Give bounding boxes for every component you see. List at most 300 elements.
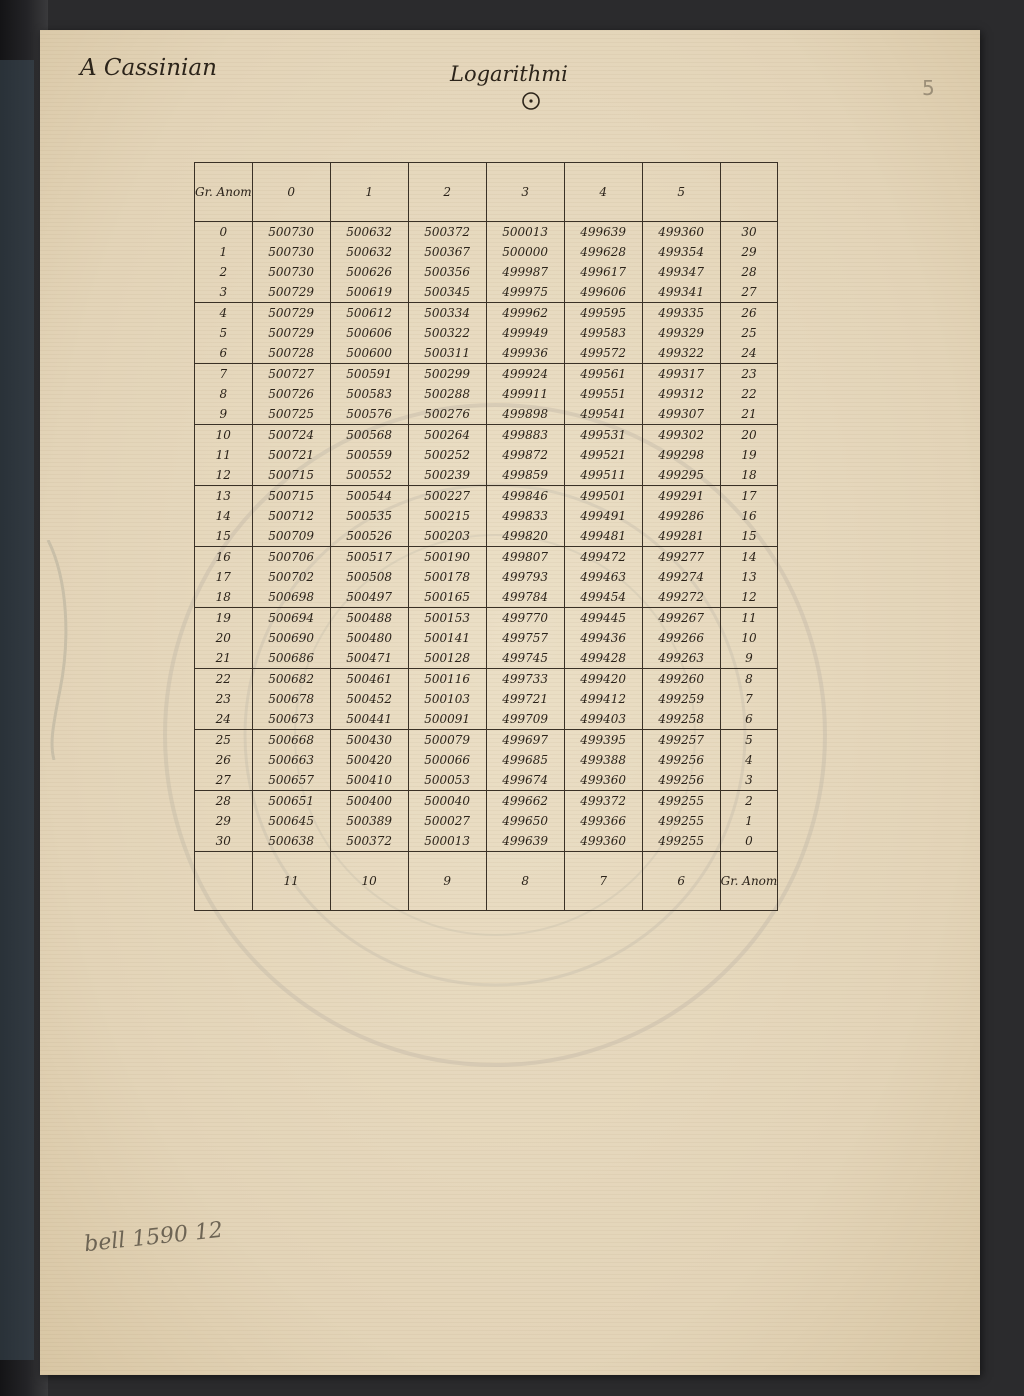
- value-cell: 499949: [486, 323, 564, 343]
- value-cell: 500729: [252, 282, 330, 303]
- table-row: [195, 648, 778, 669]
- row-degree-left: 15: [195, 526, 253, 547]
- row-degree-right: 22: [720, 384, 778, 404]
- row-degree-left: 26: [195, 750, 253, 770]
- value-cell: 500066: [408, 750, 486, 770]
- column-header: 0: [252, 163, 330, 222]
- value-cell: 499745: [486, 648, 564, 669]
- value-cell: 500690: [252, 628, 330, 648]
- value-cell: 500372: [330, 831, 408, 852]
- value-cell: 500497: [330, 587, 408, 608]
- table-row: [195, 669, 778, 690]
- value-cell: 500299: [408, 364, 486, 385]
- value-cell: 500721: [252, 445, 330, 465]
- value-cell: 500706: [252, 547, 330, 568]
- row-degree-left: 2: [195, 262, 253, 282]
- value-cell: 500678: [252, 689, 330, 709]
- value-cell: 499685: [486, 750, 564, 770]
- value-cell: 500053: [408, 770, 486, 791]
- row-degree-right: 12: [720, 587, 778, 608]
- value-cell: 500128: [408, 648, 486, 669]
- value-cell: 500724: [252, 425, 330, 446]
- row-degree-left: 19: [195, 608, 253, 629]
- value-cell: 499454: [564, 587, 642, 608]
- row-degree-left: 22: [195, 669, 253, 690]
- value-cell: 499360: [564, 831, 642, 852]
- column-header: 5: [642, 163, 720, 222]
- value-cell: 500488: [330, 608, 408, 629]
- value-cell: 499639: [486, 831, 564, 852]
- row-degree-right: 15: [720, 526, 778, 547]
- value-cell: 500165: [408, 587, 486, 608]
- table-row: [195, 770, 778, 791]
- value-cell: 499291: [642, 486, 720, 507]
- row-degree-right: 10: [720, 628, 778, 648]
- row-degree-right: 1: [720, 811, 778, 831]
- value-cell: 499572: [564, 343, 642, 364]
- row-degree-right: 20: [720, 425, 778, 446]
- value-cell: 500576: [330, 404, 408, 425]
- value-cell: 499277: [642, 547, 720, 568]
- table-row: [195, 364, 778, 385]
- row-degree-right: 13: [720, 567, 778, 587]
- value-cell: 500725: [252, 404, 330, 425]
- table-row: [195, 384, 778, 404]
- sun-symbol-icon: [519, 89, 543, 113]
- value-cell: 499807: [486, 547, 564, 568]
- value-cell: 499372: [564, 791, 642, 812]
- value-cell: 499258: [642, 709, 720, 730]
- value-cell: 499846: [486, 486, 564, 507]
- value-cell: 500682: [252, 669, 330, 690]
- value-cell: 500544: [330, 486, 408, 507]
- column-header: 2: [408, 163, 486, 222]
- row-degree-left: 17: [195, 567, 253, 587]
- table-row: [195, 689, 778, 709]
- value-cell: 499428: [564, 648, 642, 669]
- value-cell: 500252: [408, 445, 486, 465]
- table-row: [195, 750, 778, 770]
- value-cell: 499347: [642, 262, 720, 282]
- row-degree-left: 1: [195, 242, 253, 262]
- table-row: [195, 303, 778, 324]
- value-cell: 500276: [408, 404, 486, 425]
- value-cell: 500311: [408, 343, 486, 364]
- value-cell: 500729: [252, 303, 330, 324]
- value-cell: 500651: [252, 791, 330, 812]
- value-cell: 500626: [330, 262, 408, 282]
- value-cell: 500215: [408, 506, 486, 526]
- value-cell: 500441: [330, 709, 408, 730]
- value-cell: 500729: [252, 323, 330, 343]
- table-header-row: [195, 163, 778, 222]
- value-cell: 499770: [486, 608, 564, 629]
- value-cell: 499255: [642, 811, 720, 831]
- value-cell: 499898: [486, 404, 564, 425]
- value-cell: 500508: [330, 567, 408, 587]
- logarithm-table: [194, 162, 778, 911]
- value-cell: 499286: [642, 506, 720, 526]
- table-row: [195, 791, 778, 812]
- value-cell: 499366: [564, 811, 642, 831]
- value-cell: 500694: [252, 608, 330, 629]
- value-cell: 500000: [486, 242, 564, 262]
- column-header: 4: [564, 163, 642, 222]
- footer-label: 10: [330, 852, 408, 911]
- value-cell: 499639: [564, 222, 642, 243]
- value-cell: 499317: [642, 364, 720, 385]
- value-cell: 499617: [564, 262, 642, 282]
- value-cell: 499733: [486, 669, 564, 690]
- value-cell: 499341: [642, 282, 720, 303]
- table-row: [195, 831, 778, 852]
- row-degree-left: 25: [195, 730, 253, 751]
- table-footer-row: [195, 852, 778, 911]
- row-degree-right: 25: [720, 323, 778, 343]
- value-cell: 499628: [564, 242, 642, 262]
- value-cell: 500559: [330, 445, 408, 465]
- value-cell: 499583: [564, 323, 642, 343]
- value-cell: 499595: [564, 303, 642, 324]
- row-degree-left: 3: [195, 282, 253, 303]
- value-cell: 500645: [252, 811, 330, 831]
- value-cell: 499266: [642, 628, 720, 648]
- table-row: [195, 323, 778, 343]
- value-cell: 500517: [330, 547, 408, 568]
- value-cell: 500726: [252, 384, 330, 404]
- value-cell: 499403: [564, 709, 642, 730]
- table-row: [195, 730, 778, 751]
- value-cell: 499481: [564, 526, 642, 547]
- value-cell: 499793: [486, 567, 564, 587]
- value-cell: 499501: [564, 486, 642, 507]
- footer-corner-label: Gr. Anom: [720, 852, 778, 911]
- value-cell: 499256: [642, 770, 720, 791]
- value-cell: 499820: [486, 526, 564, 547]
- column-header: 3: [486, 163, 564, 222]
- value-cell: 500727: [252, 364, 330, 385]
- value-cell: 499255: [642, 831, 720, 852]
- value-cell: 499395: [564, 730, 642, 751]
- value-cell: 500471: [330, 648, 408, 669]
- value-cell: 500420: [330, 750, 408, 770]
- row-degree-right: 3: [720, 770, 778, 791]
- value-cell: 500288: [408, 384, 486, 404]
- value-cell: 500013: [486, 222, 564, 243]
- row-degree-left: 23: [195, 689, 253, 709]
- value-cell: 500728: [252, 343, 330, 364]
- footer-label: 11: [252, 852, 330, 911]
- row-degree-right: 28: [720, 262, 778, 282]
- row-degree-left: 12: [195, 465, 253, 486]
- row-degree-left: 20: [195, 628, 253, 648]
- folio-number: 5: [922, 76, 935, 100]
- row-degree-left: 5: [195, 323, 253, 343]
- table-row: [195, 425, 778, 446]
- value-cell: 500730: [252, 222, 330, 243]
- value-cell: 500190: [408, 547, 486, 568]
- value-cell: 499281: [642, 526, 720, 547]
- value-cell: 499697: [486, 730, 564, 751]
- row-degree-right: 18: [720, 465, 778, 486]
- value-cell: 499463: [564, 567, 642, 587]
- table-row: [195, 486, 778, 507]
- value-cell: 499662: [486, 791, 564, 812]
- binding-string: [42, 540, 72, 760]
- value-cell: 499924: [486, 364, 564, 385]
- row-degree-right: 30: [720, 222, 778, 243]
- value-cell: 500322: [408, 323, 486, 343]
- value-cell: 499307: [642, 404, 720, 425]
- value-cell: 500141: [408, 628, 486, 648]
- value-cell: 500612: [330, 303, 408, 324]
- value-cell: 500715: [252, 465, 330, 486]
- value-cell: 499412: [564, 689, 642, 709]
- row-degree-left: 24: [195, 709, 253, 730]
- table-row: [195, 262, 778, 282]
- value-cell: 500227: [408, 486, 486, 507]
- value-cell: 500013: [408, 831, 486, 852]
- value-cell: 500526: [330, 526, 408, 547]
- value-cell: 500461: [330, 669, 408, 690]
- value-cell: 500668: [252, 730, 330, 751]
- value-cell: 500552: [330, 465, 408, 486]
- value-cell: 500712: [252, 506, 330, 526]
- table-row: [195, 547, 778, 568]
- value-cell: 499491: [564, 506, 642, 526]
- row-degree-left: 6: [195, 343, 253, 364]
- row-degree-right: 4: [720, 750, 778, 770]
- value-cell: 499883: [486, 425, 564, 446]
- value-cell: 500334: [408, 303, 486, 324]
- table-row: [195, 445, 778, 465]
- value-cell: 500730: [252, 242, 330, 262]
- table-body: [195, 222, 778, 852]
- row-degree-right: 11: [720, 608, 778, 629]
- value-cell: 500632: [330, 222, 408, 243]
- value-cell: 499354: [642, 242, 720, 262]
- row-degree-right: 24: [720, 343, 778, 364]
- table-row: [195, 506, 778, 526]
- value-cell: 500535: [330, 506, 408, 526]
- footer-label: 8: [486, 852, 564, 911]
- row-degree-right: 2: [720, 791, 778, 812]
- footer-label: 7: [564, 852, 642, 911]
- value-cell: 499709: [486, 709, 564, 730]
- value-cell: 499521: [564, 445, 642, 465]
- row-degree-left: 8: [195, 384, 253, 404]
- value-cell: 500657: [252, 770, 330, 791]
- table-row: [195, 222, 778, 243]
- value-cell: 499987: [486, 262, 564, 282]
- row-degree-right: 7: [720, 689, 778, 709]
- value-cell: 500702: [252, 567, 330, 587]
- row-degree-left: 13: [195, 486, 253, 507]
- table-row: [195, 709, 778, 730]
- value-cell: 499420: [564, 669, 642, 690]
- value-cell: 499674: [486, 770, 564, 791]
- value-cell: 499911: [486, 384, 564, 404]
- row-degree-right: 16: [720, 506, 778, 526]
- value-cell: 499298: [642, 445, 720, 465]
- row-degree-left: 0: [195, 222, 253, 243]
- value-cell: 499322: [642, 343, 720, 364]
- value-cell: 499259: [642, 689, 720, 709]
- row-degree-left: 7: [195, 364, 253, 385]
- value-cell: 499267: [642, 608, 720, 629]
- row-degree-right: 27: [720, 282, 778, 303]
- binding-strip: [0, 60, 34, 1360]
- value-cell: 500264: [408, 425, 486, 446]
- value-cell: 500619: [330, 282, 408, 303]
- value-cell: 500372: [408, 222, 486, 243]
- table-row: [195, 811, 778, 831]
- value-cell: 500079: [408, 730, 486, 751]
- value-cell: 500178: [408, 567, 486, 587]
- value-cell: 499335: [642, 303, 720, 324]
- value-cell: 500606: [330, 323, 408, 343]
- table-row: [195, 343, 778, 364]
- value-cell: 500686: [252, 648, 330, 669]
- row-degree-left: 11: [195, 445, 253, 465]
- value-cell: 500091: [408, 709, 486, 730]
- footer-blank: [195, 852, 253, 911]
- value-cell: 499859: [486, 465, 564, 486]
- row-degree-left: 29: [195, 811, 253, 831]
- value-cell: 500698: [252, 587, 330, 608]
- row-degree-left: 4: [195, 303, 253, 324]
- value-cell: 499650: [486, 811, 564, 831]
- corner-label: Gr. Anom: [195, 163, 253, 222]
- footer-label: 6: [642, 852, 720, 911]
- value-cell: 499472: [564, 547, 642, 568]
- value-cell: 500730: [252, 262, 330, 282]
- value-cell: 500239: [408, 465, 486, 486]
- value-cell: 499541: [564, 404, 642, 425]
- right-header: [720, 163, 778, 222]
- value-cell: 499606: [564, 282, 642, 303]
- footer-label: 9: [408, 852, 486, 911]
- value-cell: 500673: [252, 709, 330, 730]
- value-cell: 499255: [642, 791, 720, 812]
- value-cell: 499388: [564, 750, 642, 770]
- value-cell: 499256: [642, 750, 720, 770]
- value-cell: 500356: [408, 262, 486, 282]
- value-cell: 499784: [486, 587, 564, 608]
- value-cell: 499302: [642, 425, 720, 446]
- row-degree-right: 26: [720, 303, 778, 324]
- value-cell: 500591: [330, 364, 408, 385]
- table-row: [195, 282, 778, 303]
- row-degree-right: 9: [720, 648, 778, 669]
- value-cell: 499962: [486, 303, 564, 324]
- value-cell: 499329: [642, 323, 720, 343]
- row-degree-right: 14: [720, 547, 778, 568]
- table-row: [195, 465, 778, 486]
- row-degree-left: 21: [195, 648, 253, 669]
- row-degree-right: 29: [720, 242, 778, 262]
- value-cell: 499511: [564, 465, 642, 486]
- row-degree-left: 30: [195, 831, 253, 852]
- value-cell: 499833: [486, 506, 564, 526]
- value-cell: 500367: [408, 242, 486, 262]
- value-cell: 499263: [642, 648, 720, 669]
- row-degree-right: 19: [720, 445, 778, 465]
- row-degree-right: 23: [720, 364, 778, 385]
- value-cell: 499561: [564, 364, 642, 385]
- value-cell: 500583: [330, 384, 408, 404]
- value-cell: 500452: [330, 689, 408, 709]
- value-cell: 499260: [642, 669, 720, 690]
- row-degree-left: 16: [195, 547, 253, 568]
- row-degree-left: 18: [195, 587, 253, 608]
- value-cell: 500103: [408, 689, 486, 709]
- row-degree-left: 14: [195, 506, 253, 526]
- value-cell: 500203: [408, 526, 486, 547]
- value-cell: 499975: [486, 282, 564, 303]
- value-cell: 500345: [408, 282, 486, 303]
- row-degree-right: 6: [720, 709, 778, 730]
- value-cell: 499312: [642, 384, 720, 404]
- column-header: 1: [330, 163, 408, 222]
- value-cell: 499936: [486, 343, 564, 364]
- value-cell: 500040: [408, 791, 486, 812]
- table-row: [195, 242, 778, 262]
- value-cell: 500027: [408, 811, 486, 831]
- row-degree-right: 0: [720, 831, 778, 852]
- value-cell: 499445: [564, 608, 642, 629]
- row-degree-right: 5: [720, 730, 778, 751]
- value-cell: 499272: [642, 587, 720, 608]
- value-cell: 500715: [252, 486, 330, 507]
- value-cell: 499360: [642, 222, 720, 243]
- value-cell: 500410: [330, 770, 408, 791]
- row-degree-left: 27: [195, 770, 253, 791]
- value-cell: 499360: [564, 770, 642, 791]
- table-row: [195, 404, 778, 425]
- row-degree-left: 10: [195, 425, 253, 446]
- value-cell: 500600: [330, 343, 408, 364]
- row-degree-right: 17: [720, 486, 778, 507]
- table-row: [195, 628, 778, 648]
- value-cell: 500663: [252, 750, 330, 770]
- row-degree-left: 28: [195, 791, 253, 812]
- value-cell: 500400: [330, 791, 408, 812]
- value-cell: 500638: [252, 831, 330, 852]
- table-row: [195, 587, 778, 608]
- page-title: Logarithmi: [450, 62, 568, 86]
- row-degree-right: 21: [720, 404, 778, 425]
- value-cell: 499274: [642, 567, 720, 587]
- row-degree-left: 9: [195, 404, 253, 425]
- value-cell: 499551: [564, 384, 642, 404]
- table-row: [195, 567, 778, 587]
- value-cell: 499721: [486, 689, 564, 709]
- author-signature: A Cassinian: [80, 55, 217, 81]
- value-cell: 499436: [564, 628, 642, 648]
- table-row: [195, 526, 778, 547]
- value-cell: 500116: [408, 669, 486, 690]
- value-cell: 500389: [330, 811, 408, 831]
- row-degree-right: 8: [720, 669, 778, 690]
- value-cell: 499295: [642, 465, 720, 486]
- value-cell: 500632: [330, 242, 408, 262]
- value-cell: 500430: [330, 730, 408, 751]
- value-cell: 499531: [564, 425, 642, 446]
- value-cell: 500153: [408, 608, 486, 629]
- value-cell: 500568: [330, 425, 408, 446]
- table-row: [195, 608, 778, 629]
